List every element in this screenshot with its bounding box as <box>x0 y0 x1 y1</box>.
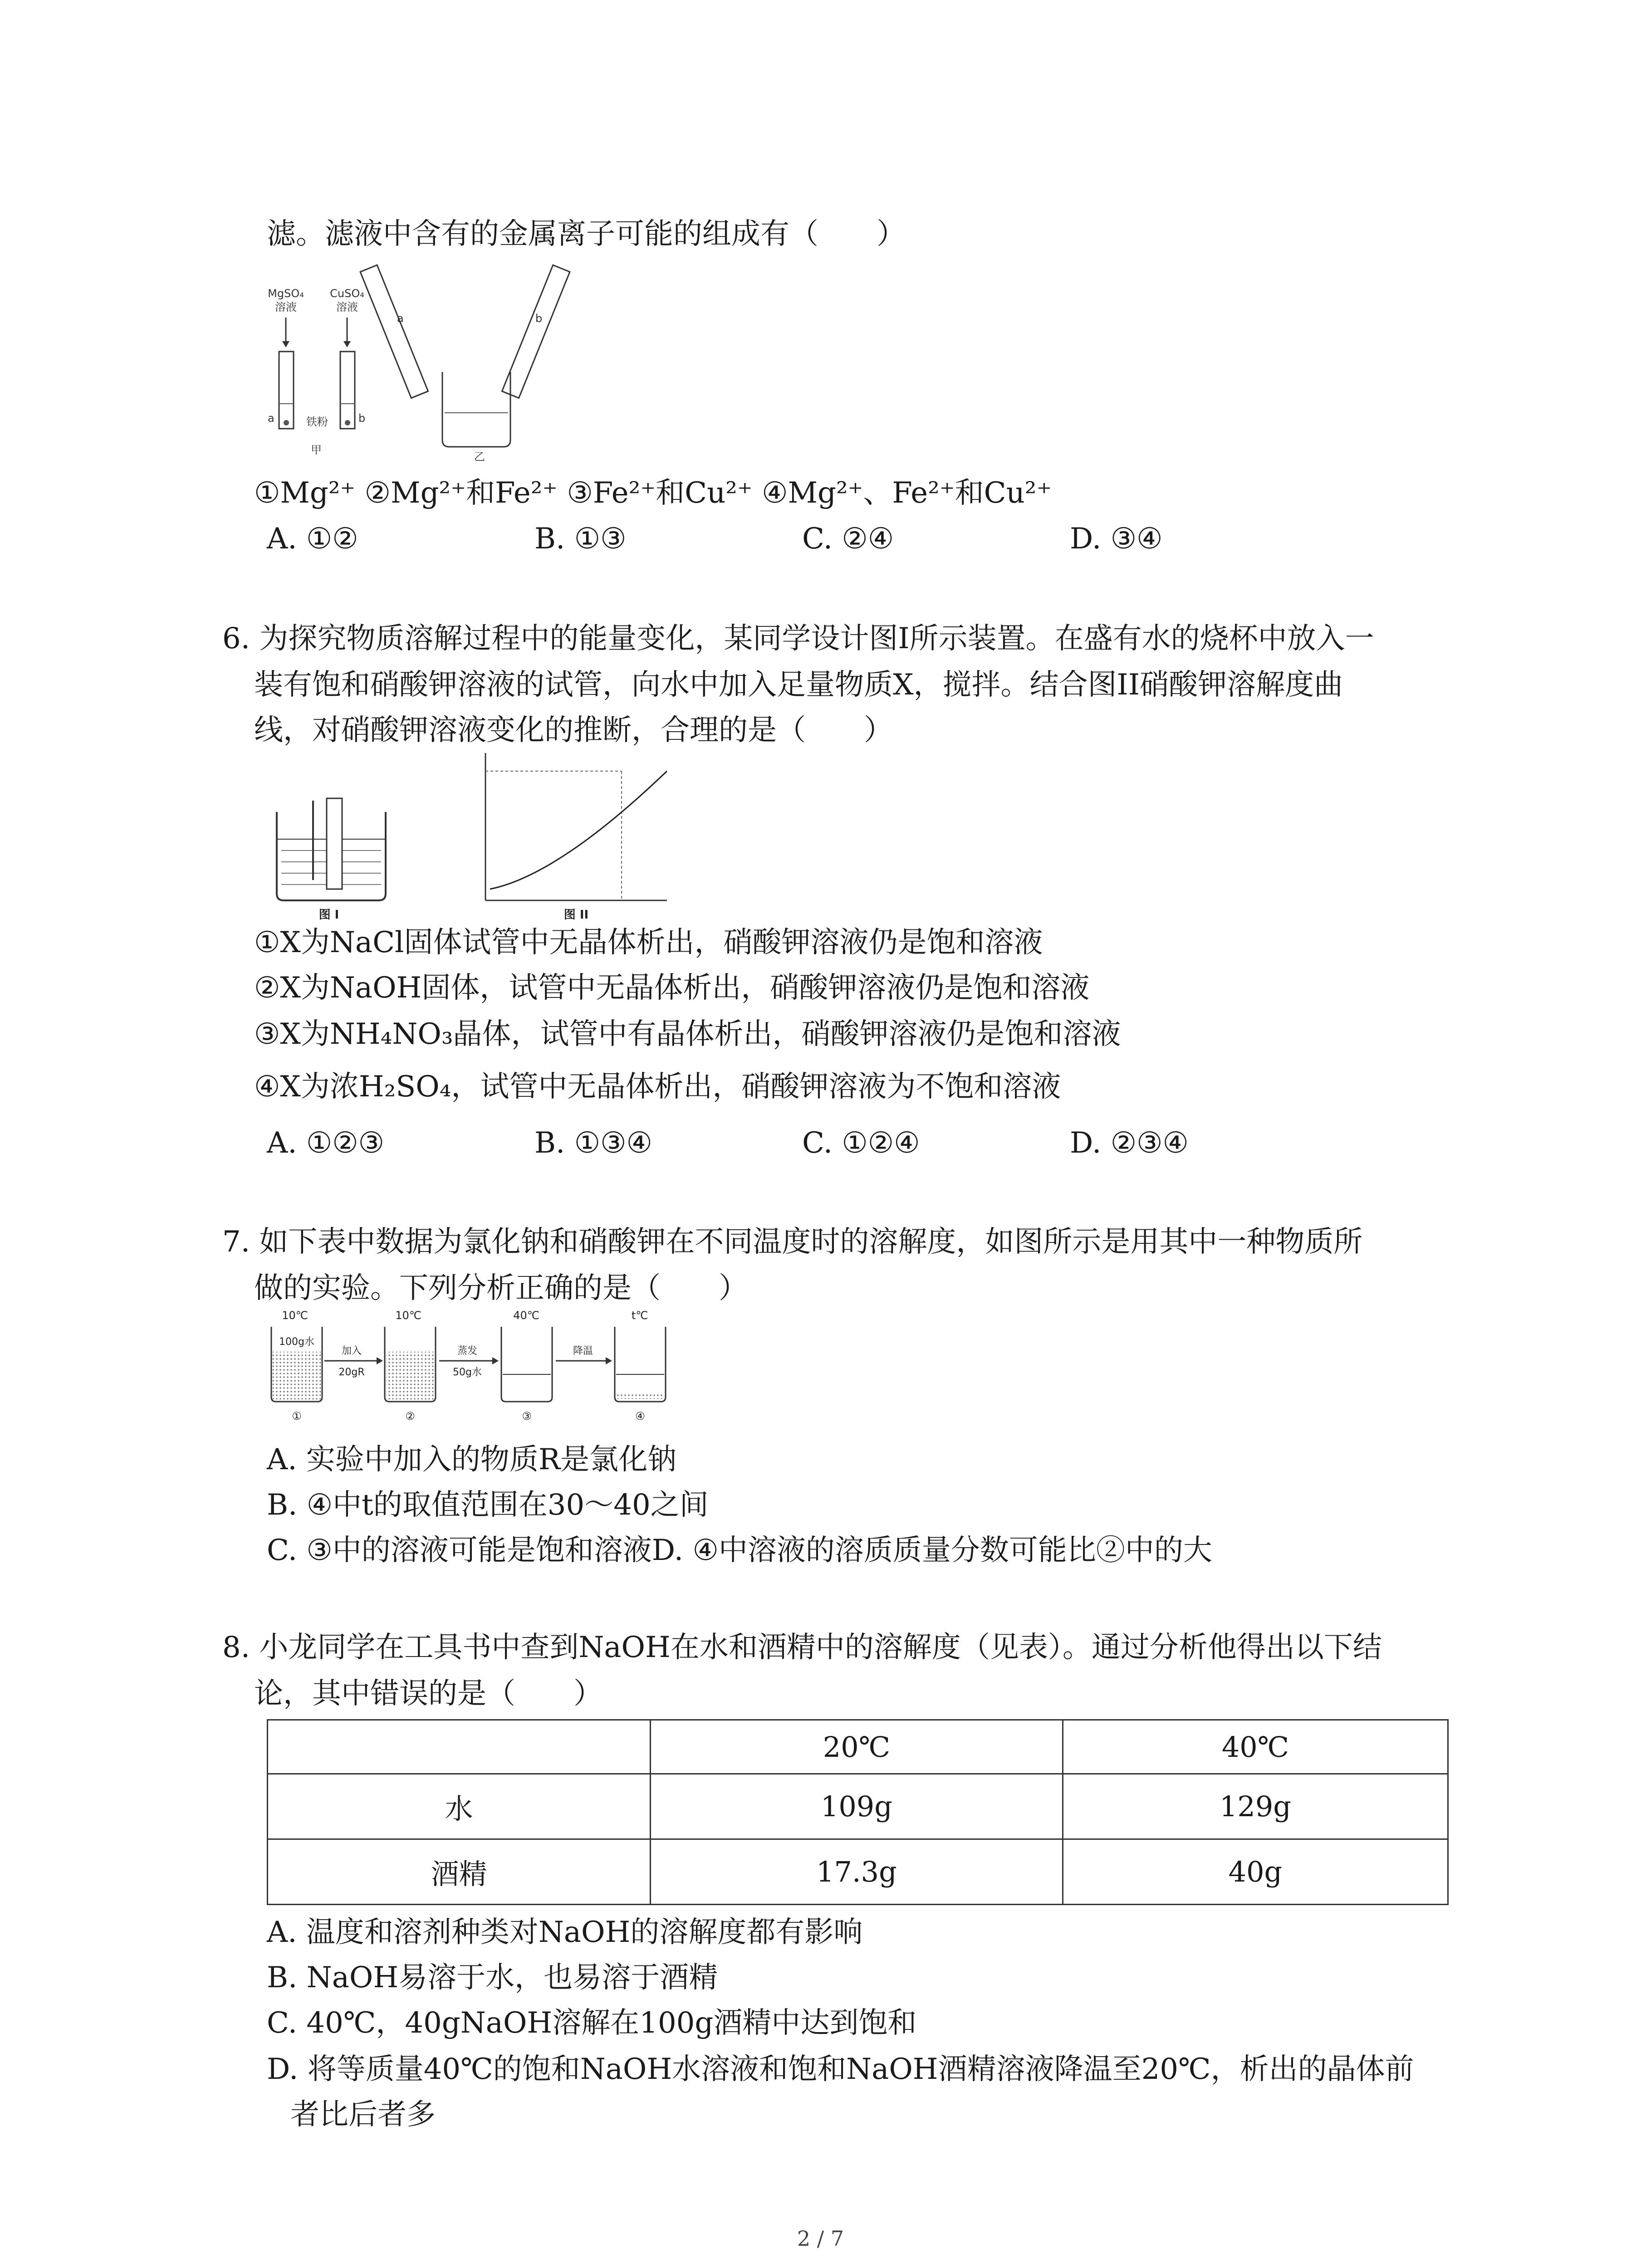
q5-fig-yi: 乙 <box>474 450 485 463</box>
q5-fig-mgso4: MgSO₄ <box>268 287 304 300</box>
q8-option-d-line2: 者比后者多 <box>290 2098 436 2131</box>
q6-fig1-caption: 图 I <box>318 908 339 922</box>
q6-stem-line2: 装有饱和硝酸钾溶液的试管，向水中加入足量物质X，搅拌。结合图II硝酸钾溶解度曲 <box>254 668 1343 702</box>
table-row <box>268 1720 1448 1774</box>
q5-fig-b: b <box>358 412 366 425</box>
q6-option-d[interactable]: D. ②③④ <box>1070 1126 1189 1160</box>
q6-stem-line1: 6. 为探究物质溶解过程中的能量变化，某同学设计图I所示装置。在盛有水的烧杯中放入一 <box>222 622 1374 655</box>
q7-option-c[interactable]: C. ③中的溶液可能是饱和溶液D. ④中溶液的溶质质量分数可能比②中的大 <box>267 1534 1212 1567</box>
q6-statement-3: ③X为NH₄NO₃晶体，试管中有晶体析出，硝酸钾溶液仍是饱和溶液 <box>254 1017 1121 1051</box>
q7-num-4: ④ <box>635 1410 645 1422</box>
q8-stem-line1: 8. 小龙同学在工具书中查到NaOH在水和酒精中的溶解度（见表）。通过分析他得出以下结 <box>222 1631 1382 1664</box>
table-cell: 109g <box>650 1774 1063 1839</box>
q5-option-d[interactable]: D. ③④ <box>1070 522 1163 556</box>
table-header-40c: 40℃ <box>1063 1720 1448 1774</box>
q8-option-c[interactable]: C. 40℃，40gNaOH溶解在100g酒精中达到饱和 <box>267 2006 917 2040</box>
table-row <box>268 1839 1448 1905</box>
q7-evap-amount: 50g水 <box>453 1367 482 1378</box>
q5-options <box>267 524 1446 556</box>
q8-option-b[interactable]: B. NaOH易溶于水，也易溶于酒精 <box>267 1961 718 1994</box>
q7-num-2: ② <box>405 1410 415 1422</box>
q6-figure <box>268 744 730 925</box>
q8-solubility-table <box>267 1719 1449 1905</box>
q8-option-d-line1[interactable]: D. 将等质量40℃的饱和NaOH水溶液和饱和NaOH酒精溶液降温至20℃，析出的晶体前 <box>267 2053 1414 2086</box>
q6-statement-1: ①X为NaCl固体试管中无晶体析出，硝酸钾溶液仍是饱和溶液 <box>254 926 1043 959</box>
q7-figure <box>268 1306 676 1429</box>
q8-option-a[interactable]: A. 温度和溶剂种类对NaOH的溶解度都有影响 <box>267 1916 863 1949</box>
q7-evap-label: 蒸发 <box>457 1345 478 1357</box>
q7-option-b[interactable]: B. ④中t的取值范围在30～40之间 <box>267 1488 709 1522</box>
table-cell: 17.3g <box>650 1839 1063 1905</box>
q5-fig-jia: 甲 <box>311 444 322 456</box>
q5-fig-iron: 铁粉 <box>306 415 328 428</box>
q5-option-c[interactable]: C. ②④ <box>802 522 894 556</box>
q5-fig-a2: a <box>397 312 404 325</box>
q5-option-b[interactable]: B. ①③ <box>534 522 627 556</box>
q6-options <box>267 1126 1446 1160</box>
q5-option-a[interactable]: A. ①② <box>267 522 358 556</box>
q7-num-3: ③ <box>522 1410 532 1422</box>
q5-items: ①Mg²⁺ ②Mg²⁺和Fe²⁺ ③Fe²⁺和Cu²⁺ ④Mg²⁺、Fe²⁺和Cu²⁺ <box>254 476 1052 510</box>
q5-fig-b2: b <box>535 312 543 325</box>
q7-add-label: 加入 <box>341 1345 362 1357</box>
q7-stem-line1: 7. 如下表中数据为氯化钠和硝酸钾在不同温度时的溶解度，如图所示是用其中一种物质所 <box>222 1225 1363 1259</box>
q7-cool-label: 降温 <box>573 1345 593 1357</box>
page-number: 2 / 7 <box>797 2226 844 2251</box>
q8-stem-line2: 论，其中错误的是（ ） <box>254 1677 603 1711</box>
q7-temp-4: t℃ <box>631 1309 648 1322</box>
q6-option-c[interactable]: C. ①②④ <box>802 1126 920 1160</box>
table-header-20c: 20℃ <box>650 1720 1063 1774</box>
q6-fig2-caption: 图 II <box>563 908 589 922</box>
q7-temp-3: 40℃ <box>513 1309 539 1322</box>
q5-fig-cuso4: CuSO₄ <box>330 287 364 300</box>
q6-stem-line3: 线，对硝酸钾溶液变化的推断，合理的是（ ） <box>254 714 893 747</box>
q5-stem-cont: 滤。滤液中含有的金属离子可能的组成有（ ） <box>267 217 906 251</box>
q7-temp-2: 10℃ <box>395 1309 421 1322</box>
q5-fig-sol2: 溶液 <box>336 301 358 313</box>
table-cell: 129g <box>1063 1774 1448 1839</box>
q6-option-b[interactable]: B. ①③④ <box>534 1126 652 1160</box>
table-cell <box>268 1720 651 1774</box>
table-row <box>268 1774 1448 1839</box>
q5-figure <box>265 254 755 463</box>
q7-temp-1: 10℃ <box>282 1309 308 1322</box>
table-row-label: 水 <box>268 1774 651 1839</box>
table-cell: 40g <box>1063 1839 1448 1905</box>
q6-option-a[interactable]: A. ①②③ <box>267 1126 385 1160</box>
q7-water-label: 100g水 <box>279 1336 314 1348</box>
q6-statement-4: ④X为浓H₂SO₄，试管中无晶体析出，硝酸钾溶液为不饱和溶液 <box>254 1070 1061 1104</box>
q5-fig-sol1: 溶液 <box>275 301 297 313</box>
q6-statement-2: ②X为NaOH固体，试管中无晶体析出，硝酸钾溶液仍是饱和溶液 <box>254 971 1090 1005</box>
q5-fig-a: a <box>268 412 274 425</box>
table-row-label: 酒精 <box>268 1839 651 1905</box>
q7-add-amount: 20gR <box>338 1367 365 1378</box>
q7-stem-line2: 做的实验。下列分析正确的是（ ） <box>254 1271 748 1305</box>
q7-option-a[interactable]: A. 实验中加入的物质R是氯化钠 <box>267 1443 677 1476</box>
q7-num-1: ① <box>292 1410 302 1422</box>
